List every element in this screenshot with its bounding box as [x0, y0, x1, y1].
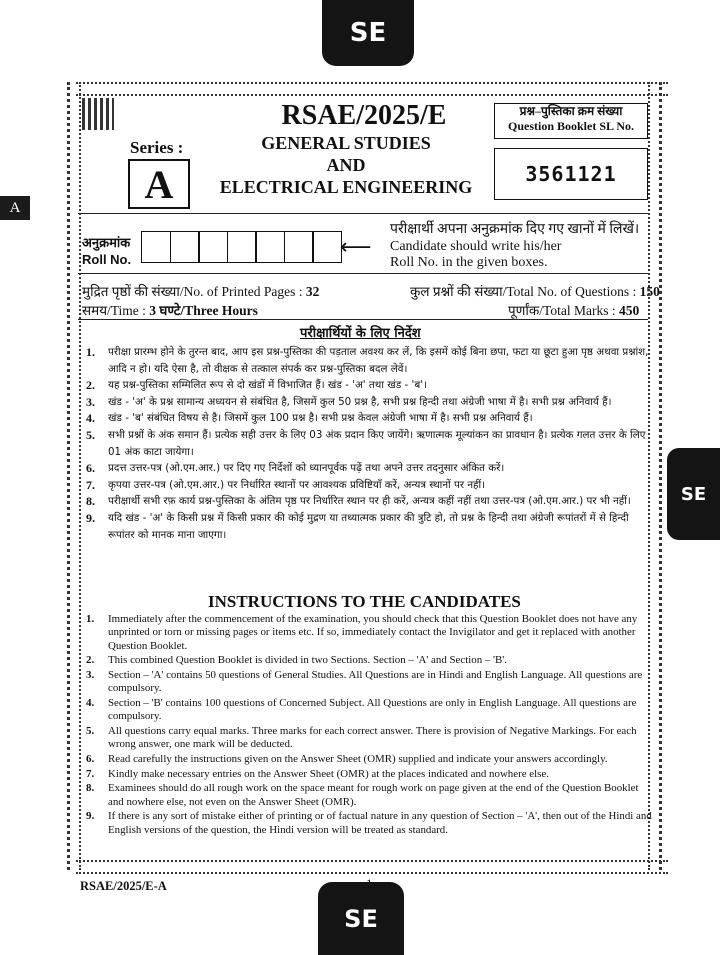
list-item-text: If there is any sort of mistake either of printing or of factual nature in any question of Section – 'A', then out of the Hindi and English versions of the question, the Hindi version will be treated as standard. — [108, 810, 652, 836]
border-bottom — [76, 860, 668, 874]
hindi-instructions-list — [86, 344, 652, 543]
list-item-text: This combined Question Booklet is divided in two Sections. Section – 'A' and Section – 'B'. — [108, 654, 507, 667]
roll-number-boxes[interactable] — [141, 231, 341, 263]
list-item: 1. परीक्षा प्रारम्भ होने के तुरन्त बाद, आप इस प्रश्न-पुस्तिका की पड़ताल अवश्य कर लें, कि इसमें कोई बिना छपा, फटा या छूटा हुआ पृष्ठ अथवा प्रश्नांश, आदि न हो। यदि ऐसा है, तो वीक्षक से तत्काल संपर्क कर प्रश्न-पुस्तिका बदल लेवें। — [86, 344, 652, 377]
list-item-text: Section – 'B' contains 100 questions of Concerned Subject. All Questions are only in English Language. All questions are compulsory. — [108, 696, 637, 723]
list-item-text: यह प्रश्न-पुस्तिका सम्मिलित रूप से दो खंडों में विभाजित हैं। खंड - 'अ' तथा खंड - 'ब'। — [108, 379, 427, 392]
list-item-text: सभी प्रश्नों के अंक समान हैं। प्रत्येक सही उत्तर के लिए 03 अंक प्रदान किए जायेंगे। ऋणात्मक मूल्यांकन का प्रावधान है। प्रत्येक गलत उत्तर के लिए 01 अंक काटा जायेगा। — [108, 428, 646, 458]
roll-label-en: Roll No. — [82, 252, 132, 267]
printed-pages — [82, 282, 319, 300]
border-left — [67, 82, 81, 870]
left-arrow-icon: ⟵ — [340, 235, 372, 260]
booklet-label-en: Question Booklet SL No. — [507, 119, 635, 133]
seal-stamp-top: SE — [322, 0, 414, 66]
subject-line: ELECTRICAL ENGINEERING — [219, 177, 473, 197]
list-item: 2. यह प्रश्न-पुस्तिका सम्मिलित रूप से दो खंडों में विभाजित हैं। खंड - 'अ' तथा खंड - 'ब'। — [86, 378, 427, 393]
page-number: 1 — [366, 876, 373, 891]
time-value: 3 घण्टे/Three Hours — [149, 303, 258, 318]
divider — [78, 273, 648, 274]
subject-line: AND — [326, 155, 366, 175]
list-item-text: Kindly make necessary entries on the Answer Sheet (OMR) at the places indicated and nowhere else. — [108, 767, 549, 780]
booklet-label — [494, 103, 648, 139]
questions-value: 150 — [639, 284, 660, 299]
list-item-text: Section – 'A' contains 50 questions of General Studies. All Questions are in Hindi and English Language. All questions are compulsory. — [108, 668, 643, 695]
list-item-text: प्रदत्त उत्तर-पत्र (ओ.एम.आर.) पर दिए गए निर्देशों को ध्यानपूर्वक पढ़ें तथा अपने उत्तर तदनुसार अंकित करें। — [108, 462, 505, 475]
roll-digit-box[interactable] — [255, 231, 285, 263]
marks-label: पूर्णांक/Total Marks : — [508, 303, 616, 318]
total-questions — [410, 282, 660, 300]
list-item-text: Immediately after the commencement of the examination, you should check that this Question Booklet does not have any unprinted or torn or missing pages or items etc. If so, immediately contact the Invigilator and get it replaced with another Question Booklet. — [108, 613, 638, 652]
list-item: 6. Read carefully the instructions given on the Answer Sheet (OMR) supplied and indicate your answers accordingly. — [86, 752, 608, 765]
list-item: 4. Section – 'B' contains 100 questions of Concerned Subject. All Questions are only in English Language. All questions are compulsory. — [86, 697, 652, 724]
footer-code: RSAE/2025/E-A — [80, 879, 167, 893]
series-label: Series : — [130, 138, 184, 157]
pages-value: 32 — [305, 284, 320, 299]
roll-label-hi: अनुक्रमांक — [82, 235, 131, 250]
list-item: 9. If there is any sort of mistake either of printing or of factual nature in any question of Section – 'A', then out of the Hindi and English versions of the question, the Hindi version will be treated as standard. — [86, 810, 652, 836]
roll-instr-hi: परीक्षार्थी अपना अनुक्रमांक दिए गए खानों में लिखें। — [390, 222, 640, 237]
list-item: 3. खंड - 'अ' के प्रश्न सामान्य अध्ययन से संबंधित है, जिसमें कुल 50 प्रश्न है, सभी प्रश्न हिन्दी तथा अंग्रेजी भाषा में है। सभी प्रश्न अनिवार्य हैं। — [86, 394, 612, 409]
list-item-text: All questions carry equal marks. Three marks for each correct answer. There is provision of Negative Markings. For each wrong answer, one mark will be deducted. — [108, 724, 637, 751]
list-item-text: Read carefully the instructions given on the Answer Sheet (OMR) supplied and indicate your answers accordingly. — [108, 752, 608, 765]
list-item: 8. परीक्षार्थी सभी रफ़ कार्य प्रश्न-पुस्तिका के अंतिम पृष्ठ पर निर्धारित स्थान पर ही करें, अन्यत्र कहीं नहीं तथा उत्तर-पत्र (ओ.एम.आर.) पर भी नहीं। — [86, 494, 631, 509]
list-item-text: परीक्षार्थी सभी रफ़ कार्य प्रश्न-पुस्तिका के अंतिम पृष्ठ पर निर्धारित स्थान पर ही करें, अन्यत्र कहीं नहीं तथा उत्तर-पत्र (ओ.एम.आर.) पर भी नहीं। — [108, 495, 631, 508]
edge-tab: A — [0, 196, 30, 220]
list-item: 7. Kindly make necessary entries on the Answer Sheet (OMR) at the places indicated and nowhere else. — [86, 767, 549, 780]
list-item: 8. Examinees should do all rough work on the space meant for rough work on page given at the end of the Question Booklet and nowhere else, not even on the Answer Sheet (OMR). — [86, 782, 652, 809]
booklet-label-hi: प्रश्न–पुस्तिका क्रम संख्या — [519, 104, 623, 118]
roll-digit-box[interactable] — [170, 231, 200, 263]
marks-value: 450 — [618, 303, 640, 318]
list-item: 1. Immediately after the commencement of the examination, you should check that this Question Booklet does not have any unprinted or torn or missing pages or items etc. If so, immediately contact the Invigilator and get it replaced with another Question Booklet. — [86, 613, 652, 653]
roll-digit-box[interactable] — [284, 231, 314, 263]
roll-instructions — [390, 222, 639, 272]
list-item: 6. प्रदत्त उत्तर-पत्र (ओ.एम.आर.) पर दिए गए निर्देशों को ध्यानपूर्वक पढ़ें तथा अपने उत्तर तदनुसार अंकित करें। — [86, 461, 505, 476]
list-item: 2. This combined Question Booklet is divided in two Sections. Section – 'A' and Section – 'B'. — [86, 654, 507, 667]
paper-code: RSAE/2025/E — [281, 100, 447, 131]
list-item: 5. सभी प्रश्नों के अंक समान हैं। प्रत्येक सही उत्तर के लिए 03 अंक प्रदान किए जायेंगे। ऋणात्मक मूल्यांकन का प्रावधान है। प्रत्येक गलत उत्तर के लिए 01 अंक काटा जायेगा। — [86, 427, 652, 460]
border-top — [76, 82, 668, 96]
total-marks — [508, 301, 639, 319]
seal-stamp-bottom: SE — [318, 882, 404, 955]
time-label: समय/Time : — [82, 303, 146, 318]
divider — [78, 319, 648, 320]
roll-instr-en: Roll No. in the given boxes. — [390, 255, 548, 270]
subject-line: GENERAL STUDIES — [261, 133, 431, 153]
roll-digit-box[interactable] — [141, 231, 171, 263]
english-instructions-heading: INSTRUCTIONS TO THE CANDIDATES — [208, 592, 521, 611]
divider — [78, 213, 648, 214]
questions-label: कुल प्रश्नों की संख्या/Total No. of Questions : — [410, 284, 637, 299]
hindi-instructions-heading: परीक्षार्थियों के लिए निर्देश — [300, 326, 421, 341]
roll-instr-en: Candidate should write his/her — [390, 238, 562, 254]
list-item: 5. All questions carry equal marks. Three marks for each correct answer. There is provision of Negative Markings. For each wrong answer, one mark will be deducted. — [86, 725, 652, 752]
list-item-text: Examinees should do all rough work on the space meant for rough work on page given at the end of the Question Booklet and nowhere else, not even on the Answer Sheet (OMR). — [108, 782, 639, 808]
list-item: 7. कृपया उत्तर-पत्र (ओ.एम.आर.) पर निर्धारित स्थानों पर आवश्यक प्रविष्टियाँ करें, अन्यत्र स्थानों पर नहीं। — [86, 477, 486, 492]
qr-code-icon — [82, 98, 114, 130]
list-item-text: खंड - 'अ' के प्रश्न सामान्य अध्ययन से संबंधित है, जिसमें कुल 50 प्रश्न है, सभी प्रश्न हिन्दी तथा अंग्रेजी भाषा में है। सभी प्रश्न अनिवार्य हैं। — [108, 395, 612, 408]
roll-label — [82, 234, 131, 268]
list-item: 9. यदि खंड - 'अ' के किसी प्रश्न में किसी प्रकार की कोई मुद्रण या तथ्यात्मक प्रकार की त्रुटि हो, तो प्रश्न के हिन्दी तथा अंग्रेजी रूपांतरों में से हिन्दी रूपांतर को मानक माना जाएगा। — [86, 510, 652, 543]
list-item: 4. खंड - 'ब' संबंधित विषय से है। जिसमें कुल 100 प्रश्न है। सभी प्रश्न केवल अंग्रेजी भाषा में है। सभी प्रश्न अनिवार्य हैं। — [86, 411, 533, 426]
roll-digit-box[interactable] — [198, 231, 228, 263]
list-item-text: कृपया उत्तर-पत्र (ओ.एम.आर.) पर निर्धारित स्थानों पर आवश्यक प्रविष्टियाँ करें, अन्यत्र स्थानों पर नहीं। — [108, 478, 486, 491]
seal-stamp-side: SE — [667, 448, 720, 540]
list-item-text: परीक्षा प्रारम्भ होने के तुरन्त बाद, आप इस प्रश्न-पुस्तिका की पड़ताल अवश्य कर लें, कि इसमें कोई बिना छपा, फटा या छूटा हुआ पृष्ठ अथवा प्रश्नांश, आदि न हो। यदि ऐसा है, तो वीक्षक से तत्काल संपर्क कर प्रश्न-पुस्तिका बदल लेवें। — [108, 346, 649, 375]
roll-digit-box[interactable] — [312, 231, 342, 263]
subject-title — [200, 132, 492, 198]
list-item-text: खंड - 'ब' संबंधित विषय से है। जिसमें कुल 100 प्रश्न है। सभी प्रश्न केवल अंग्रेजी भाषा में है। सभी प्रश्न अनिवार्य हैं। — [108, 412, 533, 425]
booklet-number: 3561121 — [494, 148, 648, 200]
list-item: 3. Section – 'A' contains 50 questions of General Studies. All Questions are in Hindi and English Language. All questions are compulsory. — [86, 669, 652, 696]
pages-label: मुद्रित पृष्ठों की संख्या/No. of Printed Pages : — [82, 284, 303, 299]
roll-digit-box[interactable] — [227, 231, 257, 263]
english-instructions-list — [86, 613, 652, 838]
series-value: A — [128, 159, 190, 209]
time-allowed — [82, 301, 258, 319]
list-item-text: यदि खंड - 'अ' के किसी प्रश्न में किसी प्रकार की कोई मुद्रण या तथ्यात्मक प्रकार की त्रुटि हो, तो प्रश्न के हिन्दी तथा अंग्रेजी रूपांतरों में से हिन्दी रूपांतर को मानक माना जाएगा। — [108, 511, 629, 541]
